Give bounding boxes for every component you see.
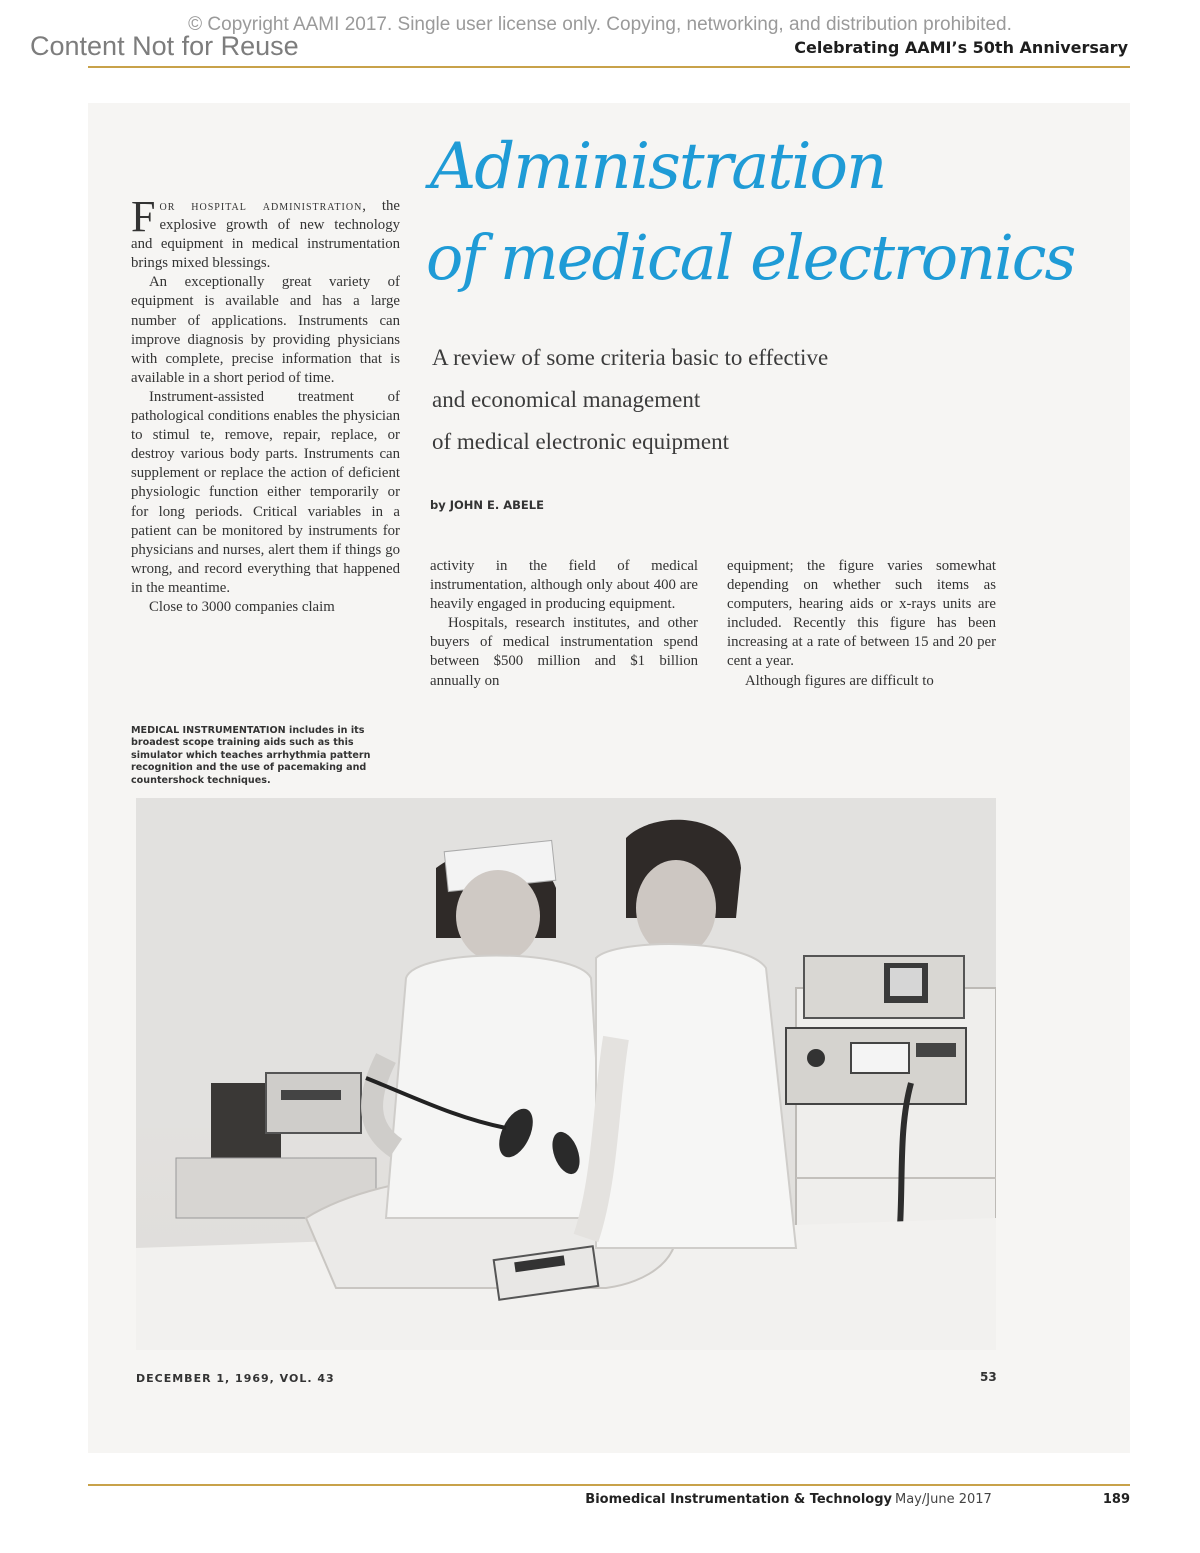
original-page-number: 53	[980, 1370, 997, 1384]
col1-paragraph-3: Instrument-assisted treatment of pathological conditions enables the physician to stimul te, remove, repair, replace, or destroy various body parts. Instruments can supplement or replace the action of deficient physiologic function either temporarily or for long periods. Critical variables in a patient can be monitored by instruments for physicians and nurses, alert them if things go wrong, and record everything that happened in the meantime.	[131, 388, 400, 596]
article-title-line1: Administration	[430, 130, 886, 204]
text-column-3	[727, 557, 996, 691]
watermark-not-for-reuse: Content Not for Reuse	[30, 31, 299, 61]
col1-p1-text: the explosive growth of new technology and equipment in medical instrumentation brings mixed blessings.	[131, 198, 400, 272]
col1-paragraph-1	[131, 192, 400, 273]
lead-in-smallcaps: or hospital administration,	[159, 198, 367, 214]
text-column-1	[131, 192, 400, 617]
copyright-notice: © Copyright AAMI 2017. Single user license only. Copying, networking, and distribution prohibited.	[188, 14, 1012, 35]
anniversary-banner: Celebrating AAMI’s 50th Anniversary	[794, 38, 1128, 57]
drop-cap: F	[131, 192, 156, 241]
header-rule	[88, 66, 1130, 68]
col3-paragraph-2: Although figures are difficult to	[745, 672, 934, 689]
col2-paragraph-2: Hospitals, research institutes, and other buyers of medical instrumentation spend between $500 million and $1 billion annually on	[430, 615, 698, 689]
subtitle-line3: of medical electronic equipment	[432, 429, 729, 454]
col2-paragraph-1: activity in the field of medical instrumentation, although only about 400 are heavily engaged in producing equipment.	[430, 558, 698, 613]
issue-date-volume: DECEMBER 1, 1969, VOL. 43	[136, 1372, 335, 1385]
text-column-2	[430, 557, 698, 691]
subtitle-line1: A review of some criteria basic to effective	[432, 345, 829, 370]
article-title-line2: of medical electronics	[426, 221, 1075, 294]
footer-page-number: 189	[1102, 1492, 1130, 1507]
footer-journal-name: Biomedical Instrumentation & Technology	[585, 1492, 892, 1507]
col1-paragraph-2: An exceptionally great variety of equipment is available and has a large number of applications. Instruments can improve diagnosis by providing physicians with complete, precise information that is available in a short period of time.	[131, 274, 400, 386]
footer-rule	[88, 1484, 1130, 1486]
nurses-simulator-photo	[136, 798, 996, 1350]
col3-paragraph-1: equipment; the figure varies somewhat depending on whether such items as computers, hearing aids or x-rays units are included. Recently this figure has been increasing at a rate of between 15 and 20 per cent a year.	[727, 558, 996, 670]
col1-paragraph-4: Close to 3000 companies claim	[149, 598, 335, 615]
photo-caption: MEDICAL INSTRUMENTATION includes in its broadest scope training aids such as this simulator which teaches arrhythmia pattern recognition and the use of pacemaking and countershock techniques.	[131, 725, 371, 786]
footer-issue-date: May/June 2017	[895, 1492, 992, 1507]
subtitle-line2: and economical management	[432, 387, 701, 412]
byline: by JOHN E. ABELE	[430, 498, 544, 512]
